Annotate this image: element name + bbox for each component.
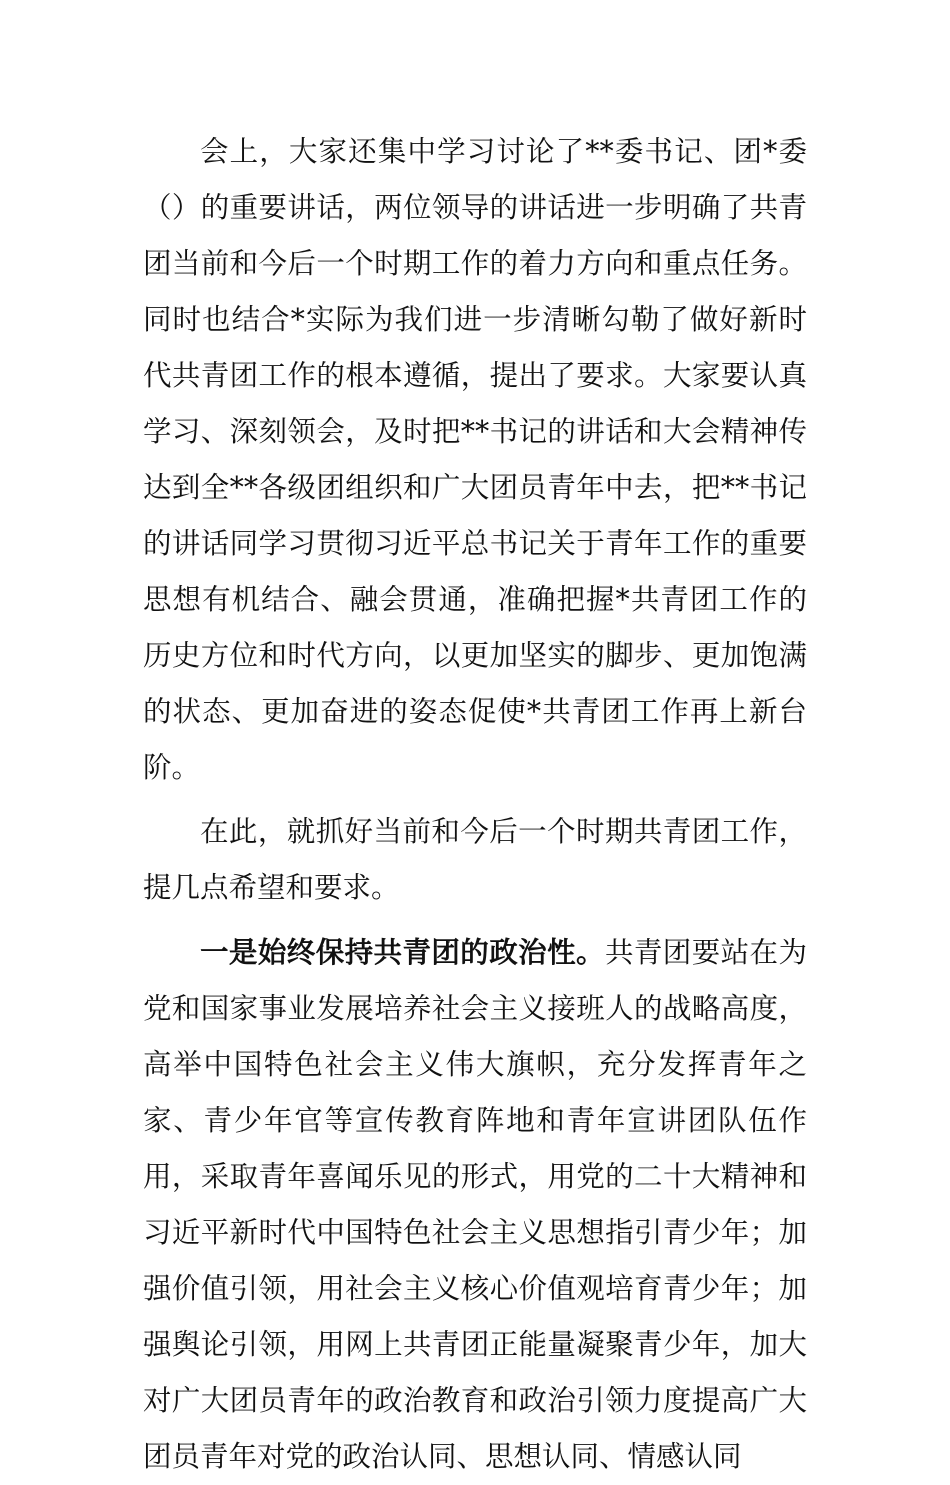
paragraph-point-one bbox=[143, 924, 807, 1485]
paragraph-meeting-summary bbox=[143, 124, 807, 796]
paragraph-lead-heading: 一是始终保持共青团的政治性。 bbox=[200, 935, 605, 969]
paragraph-requirements-intro bbox=[143, 804, 807, 916]
paragraph-text: 在此，就抓好当前和今后一个时期共青团工作，提几点希望和要求。 bbox=[143, 815, 807, 904]
paragraph-text: 共青团要站在为党和国家事业发展培养社会主义接班人的战略高度，高举中国特色社会主义伟大旗帜，充分发挥青年之家、青少年官等宣传教育阵地和青年宣讲团队伍作用，采取青年喜闻乐见的形式，用党的二十大精神和习近平新时代中国特色社会主义思想指引青少年；加强价值引领，用社会主义核心价值观培育青少年；加强舆论引领，用网上共青团正能量凝聚青少年，加大对广大团员青年的政治教育和政治引领力度提高广大团员青年对党的政治认同、思想认同、情感认同 bbox=[143, 936, 807, 1473]
document-body bbox=[143, 124, 807, 1485]
paragraph-text: 会上，大家还集中学习讨论了**委书记、团*委（）的重要讲话，两位领导的讲话进一步明确了共青团当前和今后一个时期工作的着力方向和重点任务。同时也结合*实际为我们进一步清晰勾勒了做好新时代共青团工作的根本遵循，提出了要求。大家要认真学习、深刻领会，及时把**书记的讲话和大会精神传达到全**各级团组织和广大团员青年中去，把**书记的讲话同学习贯彻习近平总书记关于青年工作的重要思想有机结合、融会贯通，准确把握*共青团工作的历史方位和时代方向，以更加坚实的脚步、更加饱满的状态、更加奋进的姿态促使*共青团工作再上新台阶。 bbox=[143, 135, 807, 784]
